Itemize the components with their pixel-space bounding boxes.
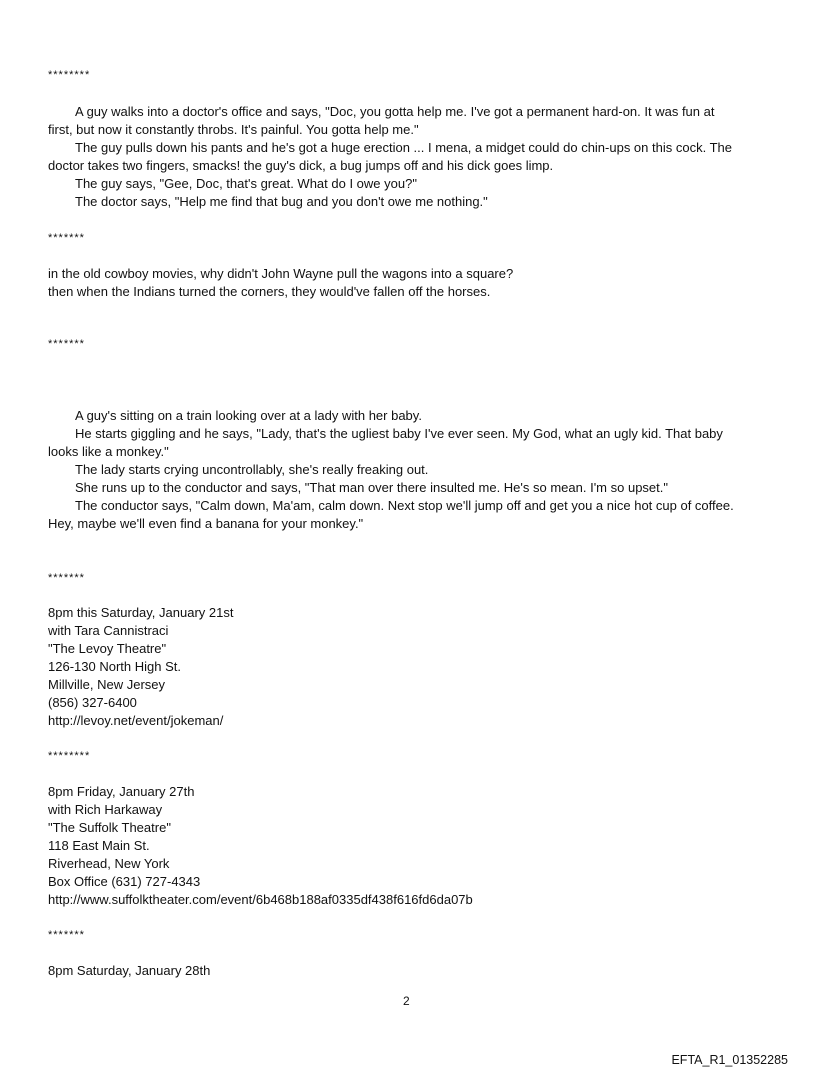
- joke-cowboy-line: then when the Indians turned the corners, they would've fallen off the horses.: [48, 284, 491, 299]
- event-phone: (856) 327-6400: [48, 695, 137, 710]
- event-address: 118 East Main St.: [48, 838, 150, 853]
- joke-doctor-line: first, but now it constantly throbs. It's painful. You gotta help me.": [48, 122, 419, 137]
- joke-train-line: looks like a monkey.": [48, 444, 169, 459]
- joke-doctor-line: The guy says, "Gee, Doc, that's great. What do I owe you?": [75, 176, 417, 191]
- separator: *******: [48, 232, 85, 244]
- joke-cowboy-line: in the old cowboy movies, why didn't John Wayne pull the wagons into a square?: [48, 266, 514, 281]
- document-id: EFTA_R1_01352285: [671, 1053, 788, 1067]
- joke-doctor-line: The doctor says, "Help me find that bug and you don't owe me nothing.": [75, 194, 488, 209]
- event-url: http://levoy.net/event/jokeman/: [48, 713, 224, 728]
- separator: ********: [48, 69, 91, 81]
- event-with: with Tara Cannistraci: [48, 623, 169, 638]
- separator: *******: [48, 338, 85, 350]
- joke-train-line: A guy's sitting on a train looking over at a lady with her baby.: [75, 408, 422, 423]
- joke-doctor-line: The guy pulls down his pants and he's got a huge erection ... I mena, a midget could do chin-ups on this cock. The: [75, 140, 732, 155]
- event-url: http://www.suffolktheater.com/event/6b468b188af0335df438f616fd6da07b: [48, 892, 473, 907]
- event-date: 8pm Saturday, January 28th: [48, 963, 211, 978]
- event-address: 126-130 North High St.: [48, 659, 181, 674]
- event-city: Millville, New Jersey: [48, 677, 166, 692]
- joke-train-line: The conductor says, "Calm down, Ma'am, calm down. Next stop we'll jump off and get you a nice hot cup of coffee.: [75, 498, 734, 513]
- separator: ********: [48, 750, 91, 762]
- event-venue: "The Suffolk Theatre": [48, 820, 171, 835]
- event-city: Riverhead, New York: [48, 856, 170, 871]
- event-phone: Box Office (631) 727-4343: [48, 874, 201, 889]
- joke-doctor-line: A guy walks into a doctor's office and says, "Doc, you gotta help me. I've got a permanent hard-on. It was fun at: [75, 104, 715, 119]
- joke-train-line: She runs up to the conductor and says, "That man over there insulted me. He's so mean. I'm so upset.": [75, 480, 668, 495]
- joke-doctor-line: doctor takes two fingers, smacks! the guy's dick, a bug jumps off and his dick goes limp.: [48, 158, 554, 173]
- event-with: with Rich Harkaway: [48, 802, 163, 817]
- separator: *******: [48, 929, 85, 941]
- separator: *******: [48, 572, 85, 584]
- joke-train-line: Hey, maybe we'll even find a banana for your monkey.": [48, 516, 364, 531]
- page-number: 2: [403, 994, 410, 1008]
- event-venue: "The Levoy Theatre": [48, 641, 167, 656]
- joke-train-line: The lady starts crying uncontrollably, she's really freaking out.: [75, 462, 429, 477]
- event-date: 8pm this Saturday, January 21st: [48, 605, 234, 620]
- joke-train-line: He starts giggling and he says, "Lady, that's the ugliest baby I've ever seen. My God, what an ugly kid. That baby: [75, 426, 723, 441]
- event-date: 8pm Friday, January 27th: [48, 784, 195, 799]
